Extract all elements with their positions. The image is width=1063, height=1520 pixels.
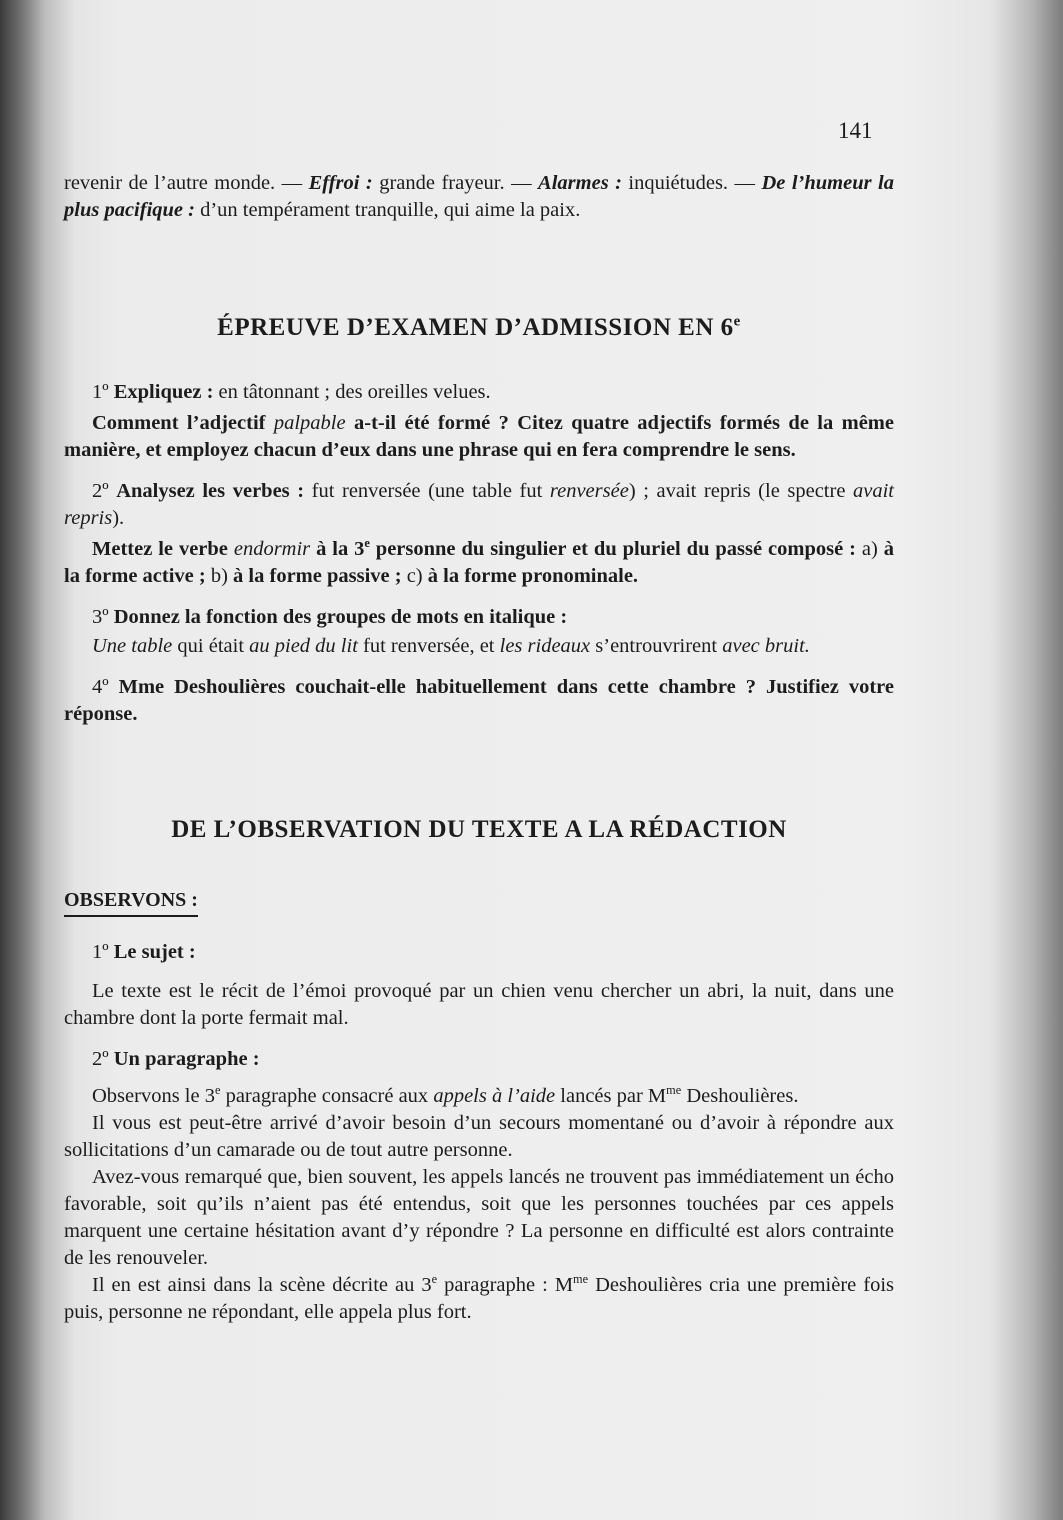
paragraph: Il vous est peut-être arrivé d’avoir besoin d’un secours momentané ou d’avoir à répondre aux sollicitations d’un camarade ou de tout autre personne. [64,1112,894,1161]
question-4: 4º Mme Deshoulières couchait-elle habituellement dans cette chambre ? Justifiez votre réponse. [64,676,895,725]
question-3-sentence: Une table qui était au pied du lit fut renversée, et les rideaux s’entrouvrirent avec bruit. [92,635,810,657]
vocab-term: De l’humeur la plus pacifique : [64,172,894,221]
exam-section-title: ÉPREUVE D’EXAMEN D’ADMISSION EN 6e [217,313,741,341]
paragraph: Observons le 3e paragraphe consacré aux appels à l’aide lancés par $M^{me}$ Deshoulières. [92,1083,799,1107]
subsection-1-title: 1º Le sujet : [92,941,196,963]
redaction-section-title: DE L’OBSERVATION DU TEXTE A LA RÉDACTION [171,816,787,843]
subsection-1-text: Le texte est le récit de l’émoi provoqué par un chien venu chercher un abri, la nuit, dans une chambre dont la porte fermait mal. [64,980,894,1029]
question-3: 3º Donnez la fonction des groupes de mots en italique : [92,606,568,628]
question-1-instructions: Comment l’adjectif palpable a-t-il été formé ? Citez quatre adjectifs formés de la même manière, et employez chacun d’eux dans une phrase qui en fera comprendre le sens. [64,412,894,461]
paragraph: Avez-vous remarqué que, bien souvent, les appels lancés ne trouvent pas immédiatement un écho favorable, soit qu’ils n’aient pas été entendus, soit que les personnes touchées par ces appels marquent une certaine hésitation avant d’y répondre ? La personne en difficulté est alors contrainte de les renouveler. [64,1166,894,1269]
page-number: 141 [838,118,873,143]
subsection-2-title: 2º Un paragraphe : [92,1048,260,1070]
question-2: 2º Analysez les verbes : fut renversée (une table fut renversée) ; avait repris (le spectre avait repris). [64,480,895,529]
vocab-term: Effroi : [308,172,373,194]
vocab-term: Alarmes : [538,172,622,194]
question-2-instructions: Mettez le verbe endormir à la 3e personne du singulier et du pluriel du passé composé : a) à la forme active ; b) à la forme passive ; c) à la forme pronominale. [64,536,895,587]
observons-label: OBSERVONS : [64,887,198,917]
question-1: 1º Expliquez : en tâtonnant ; des oreilles velues. [92,381,491,403]
vocabulary-paragraph: revenir de l’autre monde. — Effroi : grande frayeur. — Alarmes : inquiétudes. — De l’humeur la plus pacifique : d’un tempérament tranquille, qui aime la paix. [64,172,894,221]
page-content [64,170,894,1326]
paragraph: Il en est ainsi dans la scène décrite au 3e paragraphe : $M^{me}$ Deshoulières cria une première fois puis, personne ne répondant, elle appela plus fort. [64,1272,894,1323]
